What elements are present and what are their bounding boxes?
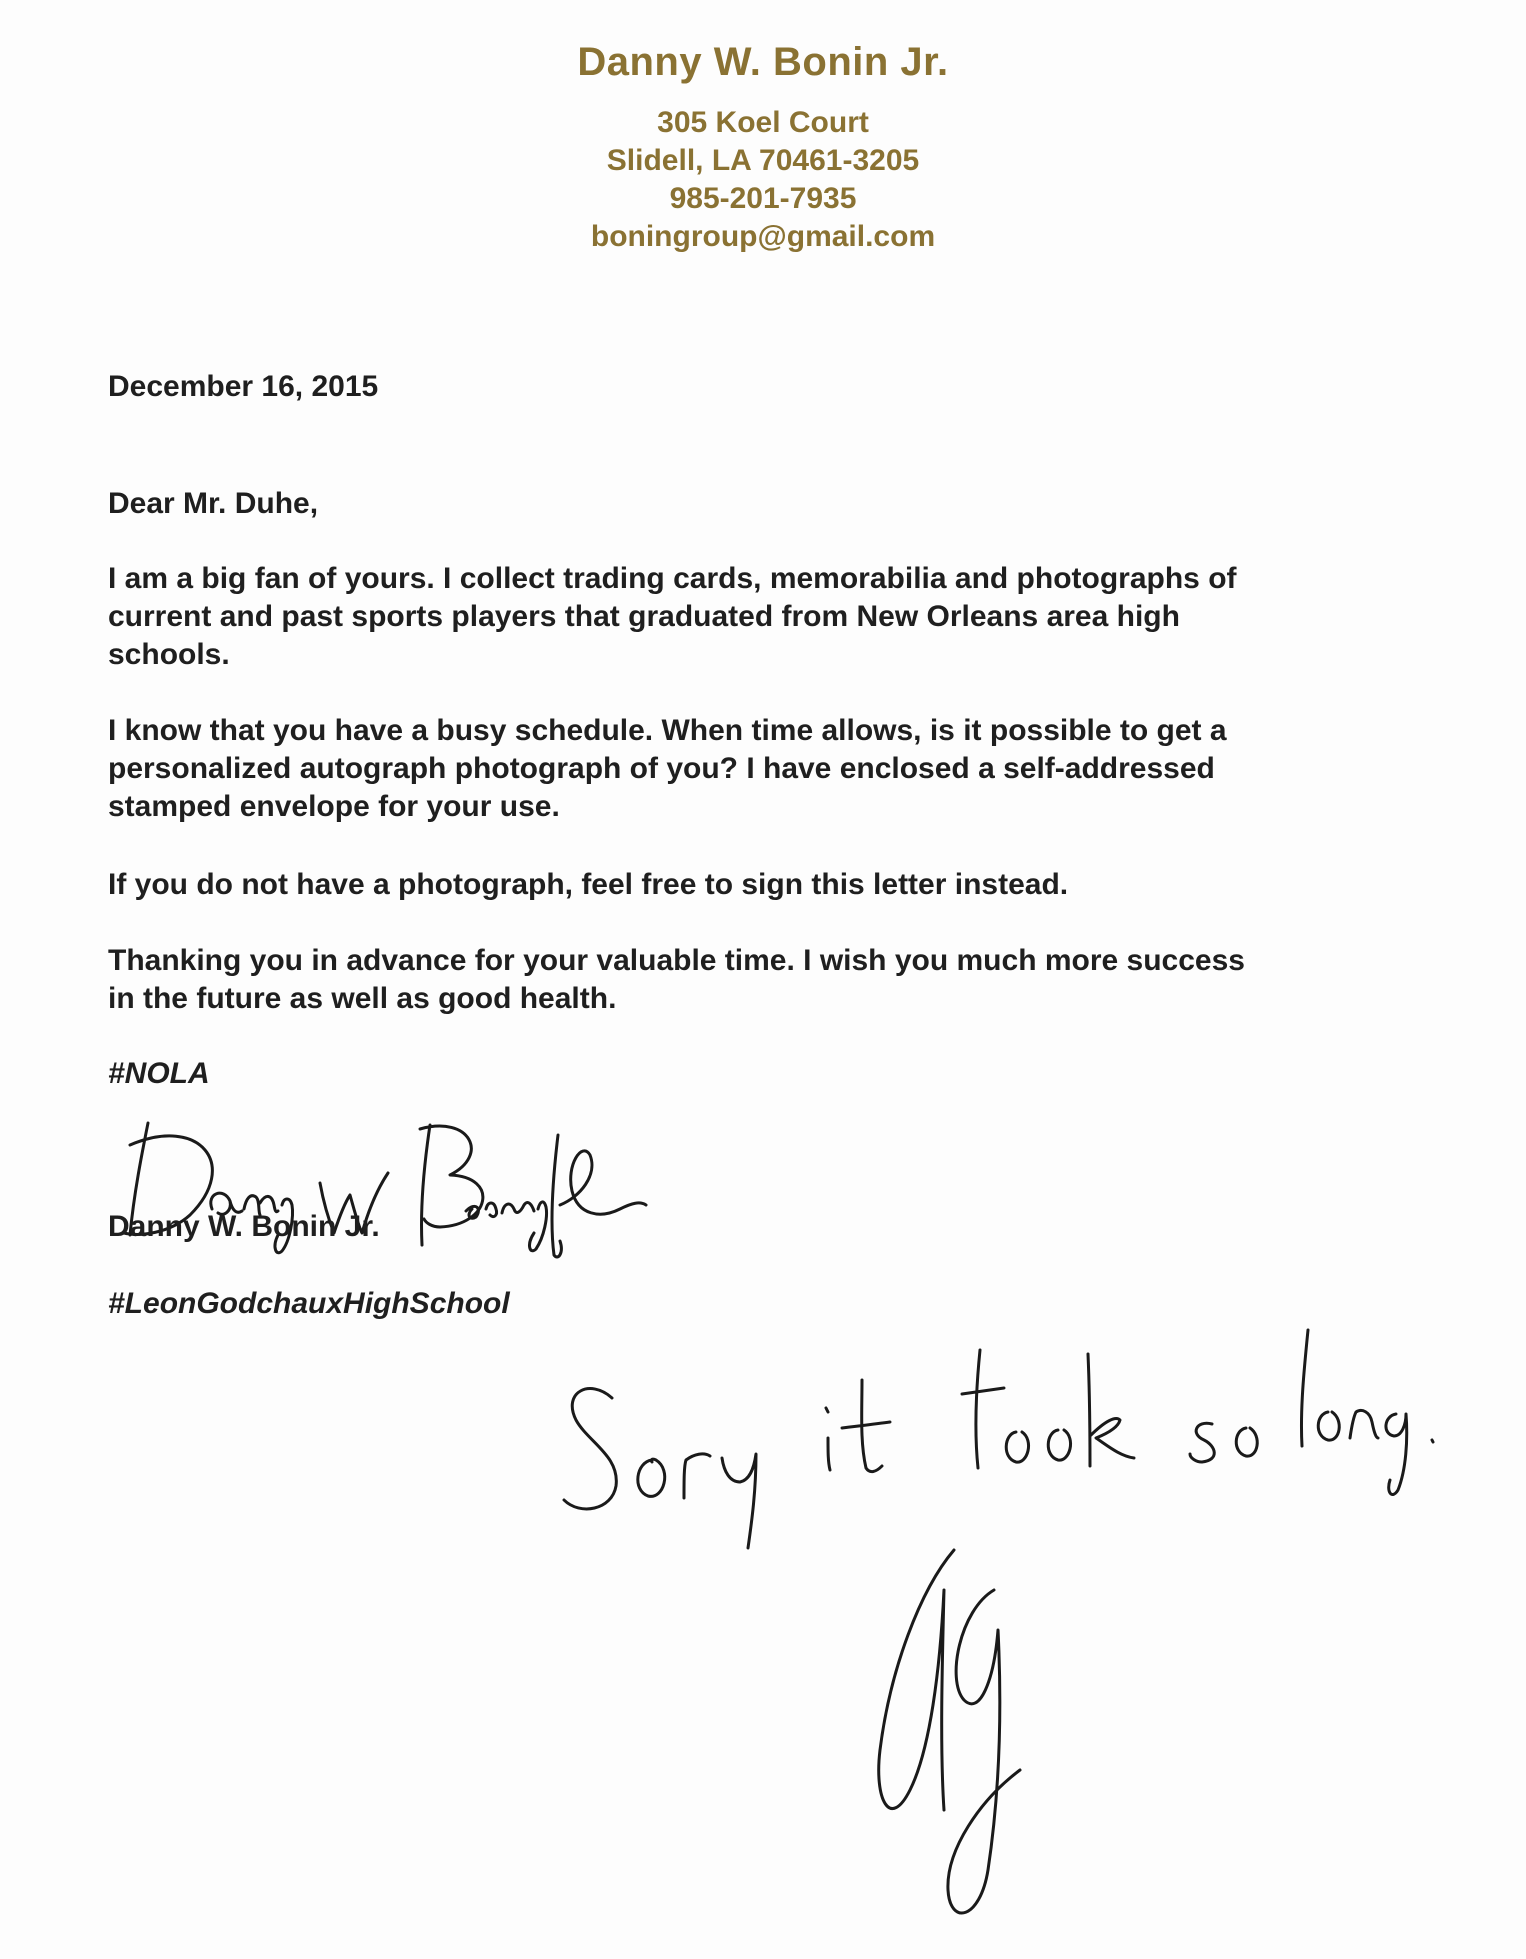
handwritten-note — [560, 1320, 1460, 1560]
paragraph-1-line: current and past sports players that graduated from New Orleans area high — [108, 600, 1180, 633]
letterhead-address-line1: 305 Koel Court — [657, 106, 869, 139]
paragraph-3 — [108, 866, 1408, 904]
hashtag-school: #LeonGodchauxHighSchool — [108, 1287, 510, 1320]
letterhead — [0, 38, 1526, 256]
signature-printed-name: Danny W. Bonin Jr. — [108, 1210, 380, 1243]
paragraph-1 — [108, 560, 1408, 674]
letterhead-address-line2: Slidell, LA 70461-3205 — [606, 144, 920, 177]
letter-date: December 16, 2015 — [108, 370, 379, 403]
hashtag-nola: #NOLA — [108, 1057, 210, 1090]
paragraph-4 — [108, 942, 1408, 1018]
paragraph-2-line: I know that you have a busy schedule. When time allows, is it possible to get a — [108, 714, 1227, 747]
paragraph-2 — [108, 712, 1408, 826]
paragraph-2-line: personalized autograph photograph of you? I have enclosed a self-addressed — [108, 752, 1215, 785]
paragraph-3-line: If you do not have a photograph, feel free to sign this letter instead. — [108, 868, 1069, 901]
letterhead-name: Danny W. Bonin Jr. — [577, 40, 949, 84]
paragraph-4-line: in the future as well as good health. — [108, 982, 617, 1015]
paragraph-4-line: Thanking you in advance for your valuable time. I wish you much more success — [108, 944, 1245, 977]
letter-salutation: Dear Mr. Duhe, — [108, 487, 319, 520]
paragraph-2-line: stamped envelope for your use. — [108, 790, 560, 823]
letterhead-email: boningroup@gmail.com — [590, 220, 936, 253]
paragraph-1-line: I am a big fan of yours. I collect trading cards, memorabilia and photographs of — [108, 562, 1237, 595]
letterhead-phone: 985-201-7935 — [669, 182, 857, 215]
paragraph-1-line: schools. — [108, 638, 230, 671]
reply-signature — [870, 1530, 1070, 1930]
